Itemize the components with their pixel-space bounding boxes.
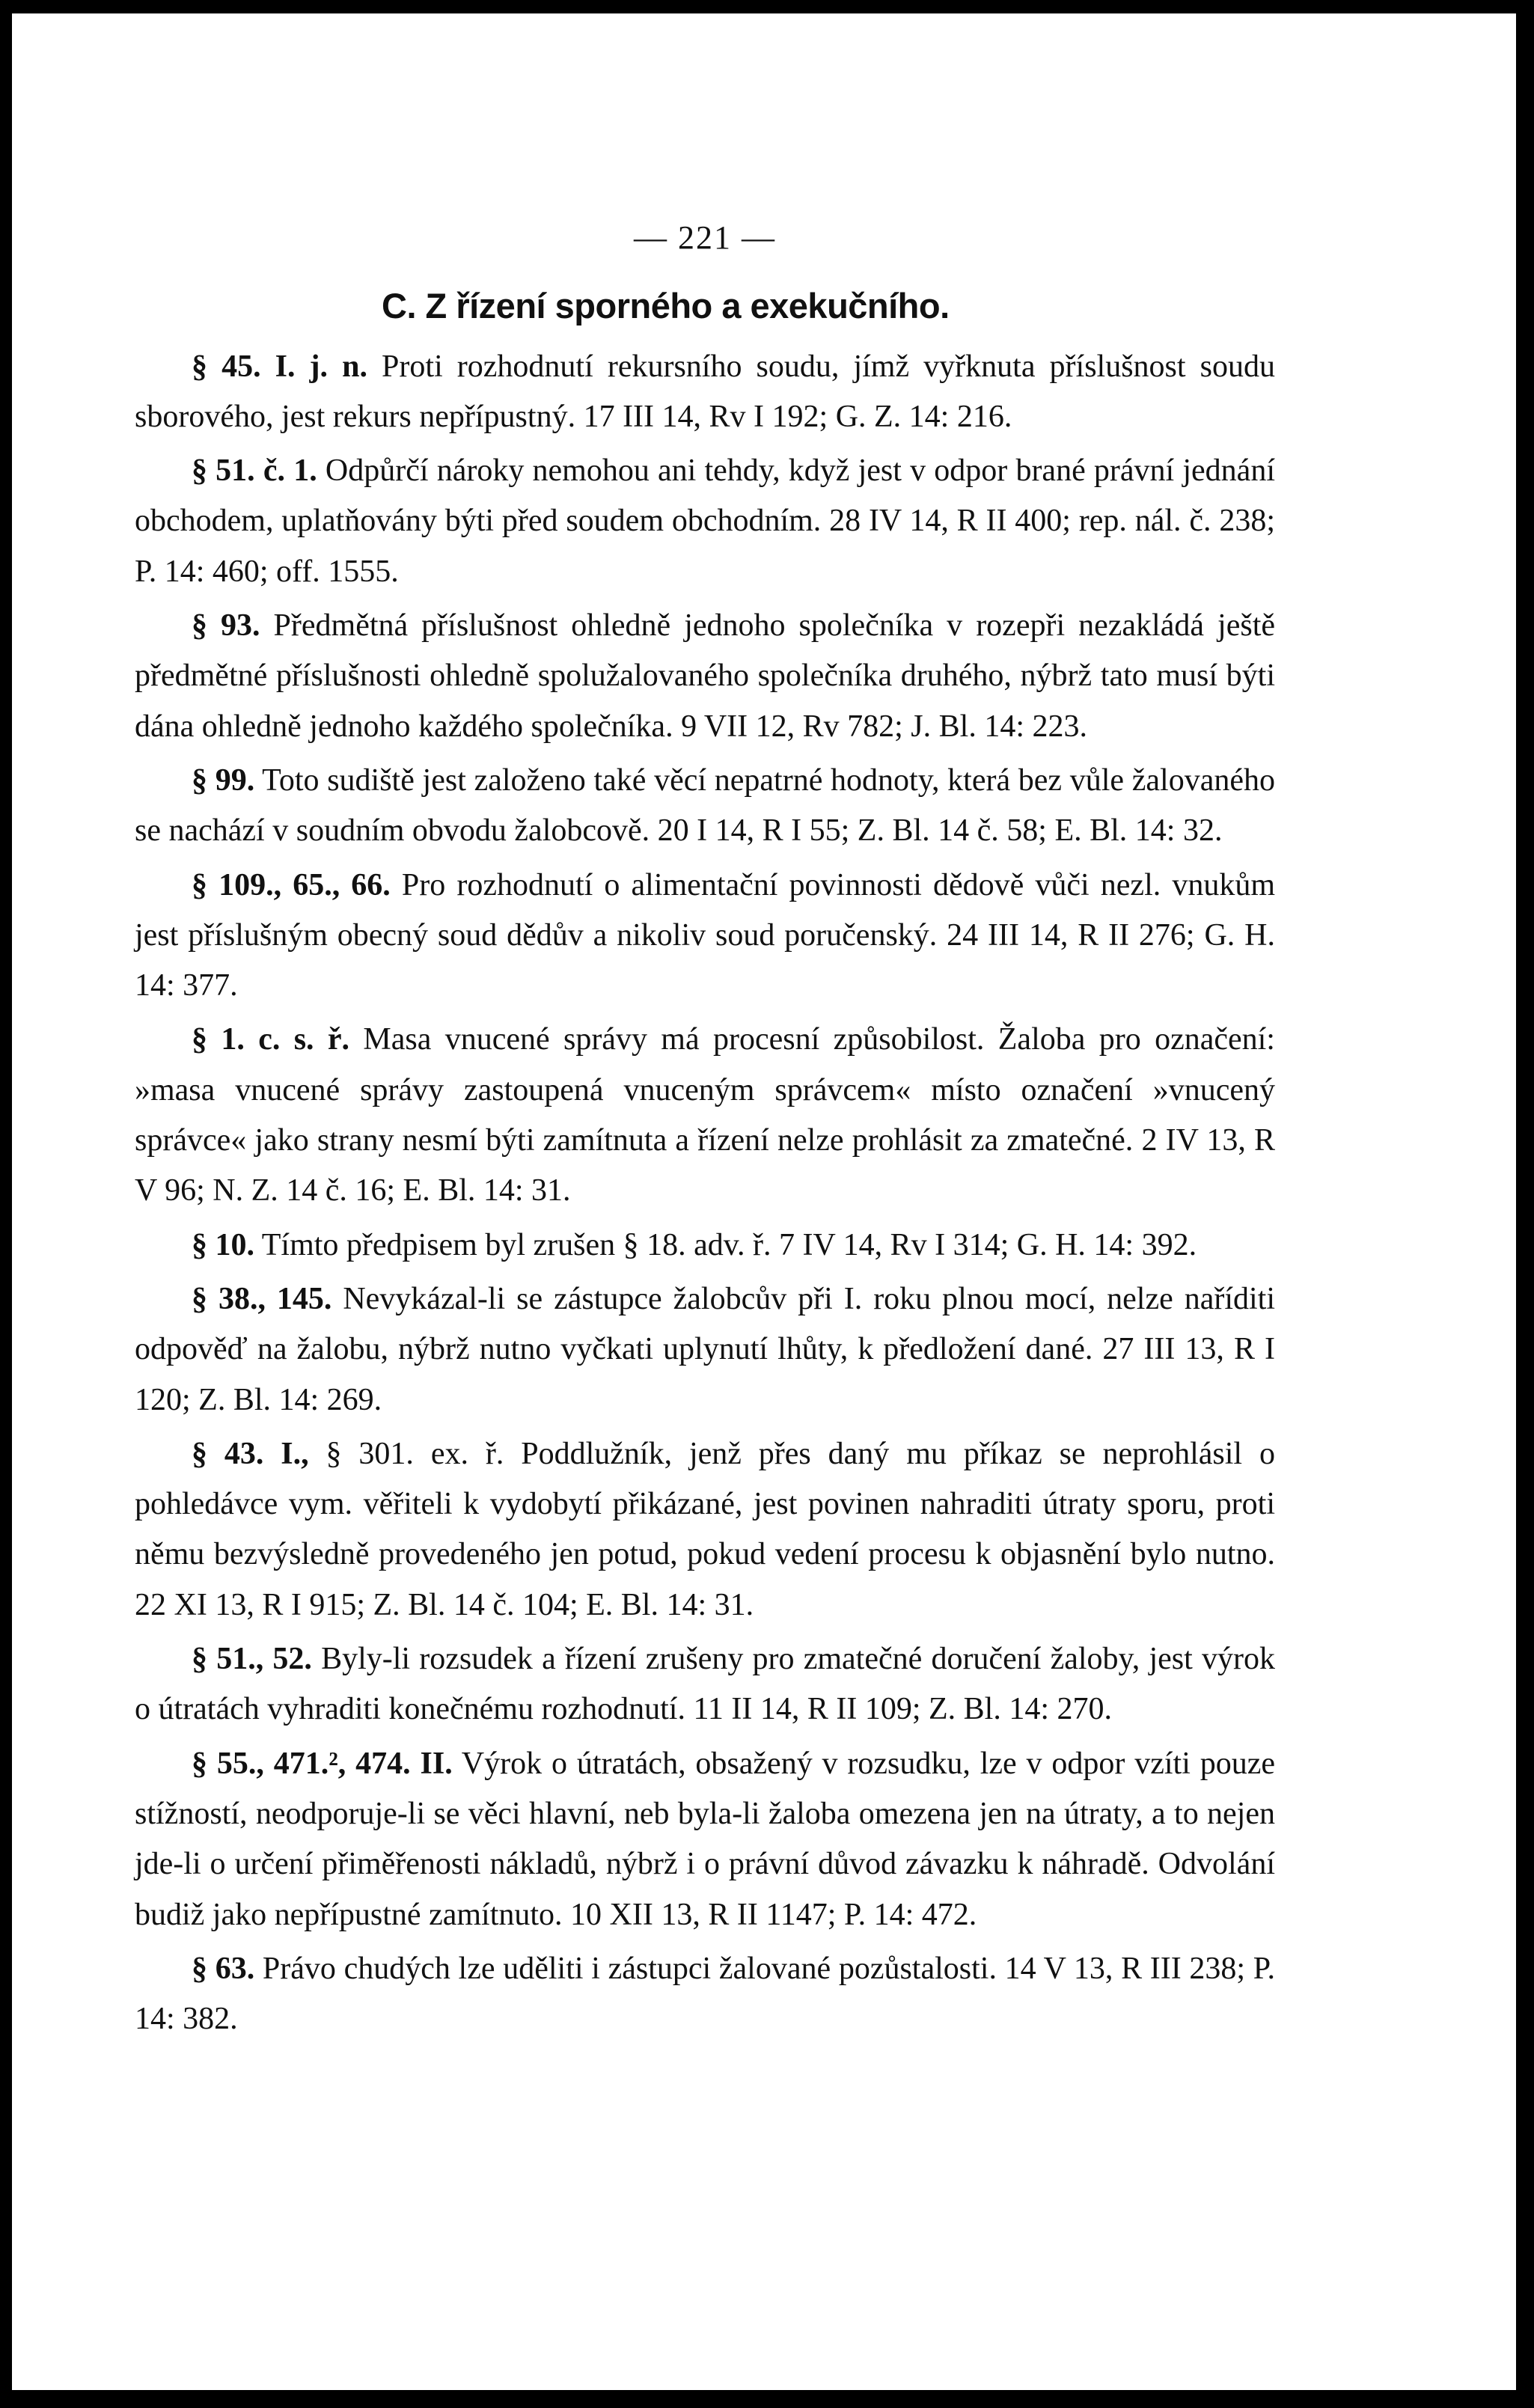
entry-reference: § 43. I., <box>192 1436 326 1471</box>
entry-paragraph <box>135 1739 1275 1940</box>
entry-paragraph <box>135 756 1275 857</box>
entry-paragraph <box>135 446 1275 597</box>
entry-paragraph <box>135 1220 1275 1271</box>
entry-text: Proti rozhodnutí rekursního soudu, jímž vyřknuta příslušnost soudu sborového, jest rekurs nepřípustný. 17 III 14, Rv I 192; G. Z. 14: 216. <box>135 349 1275 434</box>
entry-reference: § 10. <box>192 1227 254 1262</box>
entry-text: Toto sudiště jest založeno také věcí nepatrné hodnoty, která bez vůle žalovaného se nachází v soudním obvodu žalobcově. 20 I 14, R I 55; Z. Bl. 14 č. 58; E. Bl. 14: 32. <box>135 763 1275 849</box>
entry-text: Odpůrčí nároky nemohou ani tehdy, když jest v odpor brané právní jednání obchodem, uplatňovány býti před soudem obchodním. 28 IV 14, R II 400; rep. nál. č. 238; P. 14: 460; off. 1555. <box>135 453 1275 589</box>
entry-text: Výrok o útratách, obsažený v rozsudku, lze v odpor vzíti pouze stížností, neodporuje-li se věci hlavní, neb byla-li žaloba omezena jen na útraty, a to nejen jde-li o určení přiměřenosti nákladů, nýbrž i o právní důvod závazku k náhradě. Odvolání budiž jako nepřípustné zamítnuto. 10 XII 13, R II 1147; P. 14: 472. <box>135 1746 1276 1932</box>
entry-reference: § 1. c. s. ř. <box>192 1022 350 1057</box>
entry-text: Masa vnucené správy má procesní způsobilost. Žaloba pro označení: »masa vnucené správy zastoupená vnuceným správcem« místo označení »vnucený správce« jako strany nesmí býti zamítnuta a řízení nelze prohlásit za zmatečné. 2 IV 13, R V 96; N. Z. 14 č. 16; E. Bl. 14: 31. <box>135 1022 1275 1208</box>
entry-reference: § 51., 52. <box>192 1642 312 1677</box>
entry-text: Nevykázal-li se zástupce žalobcův při I. roku plnou mocí, nelze naříditi odpověď na žalobu, nýbrž nutno vyčkati uplynutí lhůty, k předložení dané. 27 III 13, R I 120; Z. Bl. 14: 269. <box>135 1281 1275 1417</box>
entry-paragraph <box>135 342 1275 443</box>
page-text <box>135 213 1275 2044</box>
book-page <box>12 13 1516 2390</box>
entry-paragraph <box>135 861 1275 1012</box>
entry-paragraph <box>135 601 1275 752</box>
entry-reference: § 55., 471.², 474. II. <box>192 1746 453 1781</box>
section-heading: C. Z řízení sporného a exekučního. <box>382 286 950 326</box>
entry-text: Předmětná příslušnost ohledně jednoho společníka v rozepři nezakládá ještě předmětné příslušnosti ohledně spolužalovaného společníka druhého, nýbrž tato musí býti dána ohledně jednoho každého společníka. 9 VII 12, Rv 782; J. Bl. 14: 223. <box>135 608 1276 744</box>
entry-reference: § 93. <box>192 608 260 644</box>
entry-text: Právo chudých lze uděliti i zástupci žalované pozůstalosti. 14 V 13, R III 238; P. 14: 382. <box>135 1951 1276 2037</box>
page-number: — 221 — <box>634 219 776 256</box>
entry-paragraph <box>135 1015 1275 1216</box>
entry-text: Pro rozhodnutí o alimentační povinnosti dědově vůči nezl. vnukům jest příslušným obecný soud dědův a nikoliv soud poručenský. 24 III 14, R II 276; G. H. 14: 377. <box>135 867 1276 1003</box>
entry-reference: § 38., 145. <box>192 1281 332 1316</box>
entry-reference: § 99. <box>192 763 255 798</box>
entry-reference: § 51. č. 1. <box>192 453 317 489</box>
entry-text: § 301. ex. ř. Poddlužník, jenž přes daný mu příkaz se neprohlásil o pohledávce vym. věřiteli k vydobytí přikázané, jest povinen nahraditi útraty sporu, proti němu bezvýsledně provedeného jen potud, pokud vedení procesu k objasnění bylo nutno. 22 XI 13, R I 915; Z. Bl. 14 č. 104; E. Bl. 14: 31. <box>135 1436 1275 1622</box>
entry-reference: § 45. I. j. n. <box>192 349 367 384</box>
entry-reference: § 63. <box>192 1951 255 1986</box>
entry-reference: § 109., 65., 66. <box>192 867 391 902</box>
entry-text: Byly-li rozsudek a řízení zrušeny pro zmatečné doručení žaloby, jest výrok o útratách vyhraditi konečnému rozhodnutí. 11 II 14, R II 109; Z. Bl. 14: 270. <box>135 1642 1275 1727</box>
entry-paragraph <box>135 1634 1275 1735</box>
entry-paragraph <box>135 1274 1275 1425</box>
entry-paragraph <box>135 1944 1275 2045</box>
entry-paragraph <box>135 1429 1275 1631</box>
entry-text: Tímto předpisem byl zrušen § 18. adv. ř. 7 IV 14, Rv I 314; G. H. 14: 392. <box>254 1227 1197 1262</box>
